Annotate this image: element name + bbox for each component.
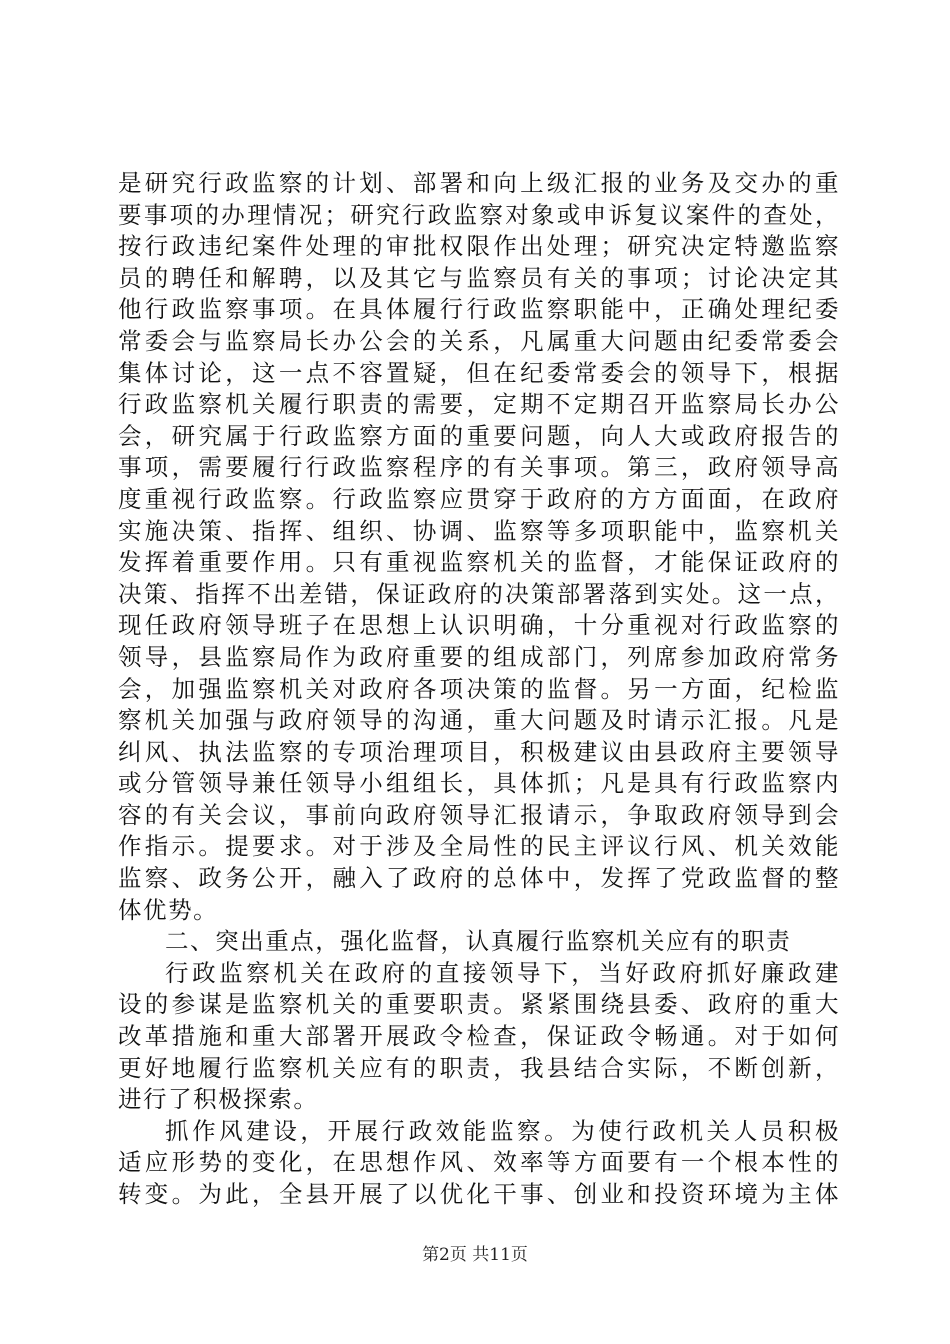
text-line: 容的有关会议，事前向政府领导汇报请示，争取政府领导到会 xyxy=(118,800,840,829)
text-line: 会，研究属于行政监察方面的重要问题，向人大或政府报告的 xyxy=(118,421,840,450)
text-line: 行政监察机关履行职责的需要，定期不定期召开监察局长办公 xyxy=(118,390,840,419)
text-line: 转变。为此，全县开展了以优化干事、创业和投资环境为主体 xyxy=(118,1180,840,1208)
heading-line: 二、突出重点，强化监督，认真履行监察机关应有的职责 xyxy=(165,927,792,956)
text-line: 察机关加强与政府领导的沟通，重大问题及时请示汇报。凡是 xyxy=(118,706,840,735)
text-line: 体优势。 xyxy=(118,895,219,924)
paragraph-1 xyxy=(118,168,840,926)
text-line: 实施决策、指挥、组织、协调、监察等多项职能中，监察机关 xyxy=(118,516,840,545)
text-line: 事项，需要履行行政监察程序的有关事项。第三，政府领导高 xyxy=(118,453,840,482)
text-line: 适应形势的变化，在思想作风、效率等方面要有一个根本性的 xyxy=(118,1148,840,1177)
text-line: 常委会与监察局长办公会的关系，凡属重大问题由纪委常委会 xyxy=(118,326,840,355)
text-line: 改革措施和重大部署开展政令检查，保证政令畅通。对于如何 xyxy=(118,1022,840,1051)
text-line: 更好地履行监察机关应有的职责，我县结合实际，不断创新， xyxy=(118,1053,840,1082)
paragraph-3 xyxy=(118,1116,840,1211)
text-line: 决策、指挥不出差错，保证政府的决策部署落到实处。这一点， xyxy=(118,579,840,608)
text-line: 或分管领导兼任领导小组组长，具体抓；凡是具有行政监察内 xyxy=(118,769,840,798)
text-line: 设的参谋是监察机关的重要职责。紧紧围绕县委、政府的重大 xyxy=(118,990,840,1019)
text-line: 领导，县监察局作为政府重要的组成部门，列席参加政府常务 xyxy=(118,642,840,671)
text-line: 他行政监察事项。在具体履行行政监察职能中，正确处理纪委 xyxy=(118,295,840,324)
body-text xyxy=(118,168,840,1211)
text-line: 要事项的办理情况；研究行政监察对象或申诉复议案件的查处， xyxy=(118,200,840,229)
text-line: 会，加强监察机关对政府各项决策的监督。另一方面，纪检监 xyxy=(118,674,840,703)
text-line: 集体讨论，这一点不容置疑，但在纪委常委会的领导下，根据 xyxy=(118,358,840,387)
paragraph-2 xyxy=(118,958,840,1116)
text-line: 抓作风建设，开展行政效能监察。为使行政机关人员积极 xyxy=(165,1116,840,1145)
text-line: 是研究行政监察的计划、部署和向上级汇报的业务及交办的重 xyxy=(118,169,840,197)
text-line: 作指示。提要求。对于涉及全局性的民主评议行风、机关效能 xyxy=(118,832,840,861)
text-line: 按行政违纪案件处理的审批权限作出处理；研究决定特邀监察 xyxy=(118,232,840,261)
text-line: 度重视行政监察。行政监察应贯穿于政府的方方面面，在政府 xyxy=(118,484,840,513)
text-line: 进行了积极探索。 xyxy=(118,1085,319,1114)
text-line: 监察、政务公开，融入了政府的总体中，发挥了党政监督的整 xyxy=(118,864,840,893)
page-number-footer: 第2页 共11页 xyxy=(422,1245,528,1265)
text-line: 员的聘任和解聘，以及其它与监察员有关的事项；讨论决定其 xyxy=(118,263,840,292)
text-line: 纠风、执法监察的专项治理项目，积极建议由县政府主要领导 xyxy=(118,737,840,766)
text-line: 发挥着重要作用。只有重视监察机关的监督，才能保证政府的 xyxy=(118,548,840,577)
text-line: 行政监察机关在政府的直接领导下，当好政府抓好廉政建 xyxy=(165,958,840,987)
section-heading xyxy=(118,926,840,958)
text-line: 现任政府领导班子在思想上认识明确，十分重视对行政监察的 xyxy=(118,611,840,640)
